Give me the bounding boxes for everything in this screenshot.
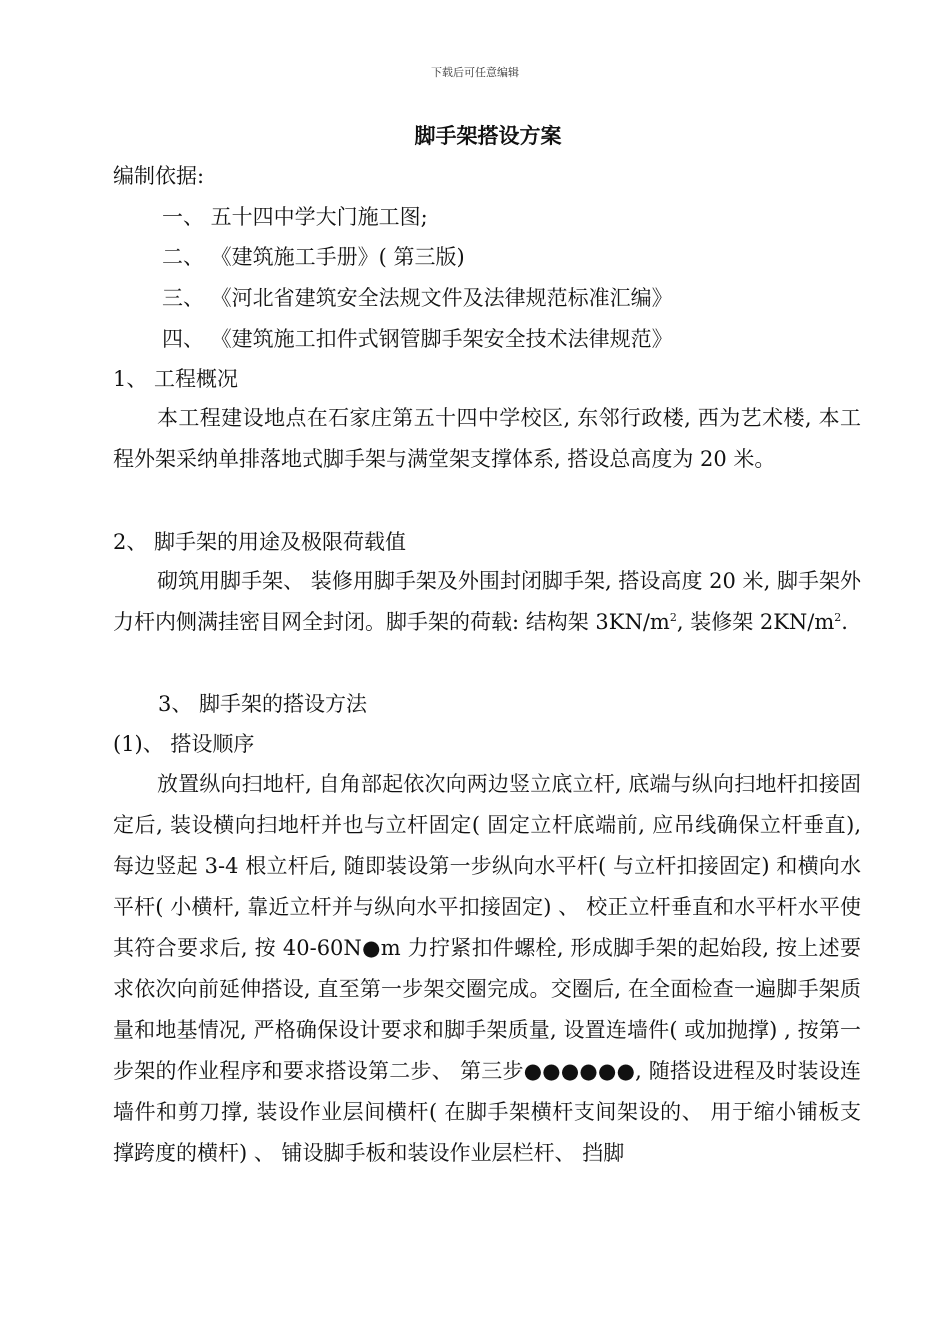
- basis-item-2: 二、 《建筑施工手册》( 第三版): [162, 245, 465, 269]
- section-1-paragraph: 本工程建设地点在石家庄第五十四中学校区, 东邻行政楼, 西为艺术楼, 本工程外架采纳单排落地式脚手架与满堂架支撑体系, 搭设总高度为 20 米。: [113, 406, 861, 471]
- basis-item-1: 一、 五十四中学大门施工图;: [162, 205, 428, 229]
- section-2-text-a: 砌筑用脚手架、 装修用脚手架及外围封闭脚手架, 搭设高度 20 米, 脚手架外力杆内侧满挂密目网全封闭。脚手架的荷载: 结构架 3KN/m: [113, 569, 861, 634]
- section-2-text-b: , 装修架 2KN/m: [676, 610, 835, 634]
- section-3-paragraph: 放置纵向扫地杆, 自角部起依次向两边竖立底立杆, 底端与纵向扫地杆扣接固定后, 装设横向扫地杆并也与立杆固定( 固定立杆底端前, 应吊线确保立杆垂直), 每边竖起 3-4 根立杆后, 随即装设第一步纵向水平杆( 与立杆扣接固定) 和横向水平杆( 小横杆, 靠近立杆并与纵向水平扣接固定) 、 校正立杆垂直和水平杆水平使其符合要求后, 按 40-60N●m 力拧紧扣件螺栓, 形成脚手架的起始段, 按上述要求依次向前延伸搭设, 直至第一步架交圈完成。交圈后, 在全面检查一遍脚手架质量和地基情况, 严格确保设计要求和脚手架质量, 设置连墙件( 或加抛撑) , 按第一步架的作业程序和要求搭设第二步、 第三步●●●●●●, 随搭设进程及时装设连墙件和剪刀撑, 装设作业层间横杆( 在脚手架横杆支间架设的、 用于缩小铺板支撑跨度的横杆) 、 铺设脚手板和装设作业层栏杆、 挡脚: [113, 772, 861, 1165]
- document-title: 脚手架搭设方案: [414, 124, 562, 148]
- section-2-paragraph: [113, 561, 861, 643]
- basis-item-4: 四、 《建筑施工扣件式钢管脚手架安全技术法律规范》: [162, 327, 673, 351]
- basis-item-3: 三、 《河北省建筑安全法规文件及法律规范标准汇编》: [162, 286, 673, 310]
- section-3-subheading: (1)、 搭设顺序: [113, 732, 255, 756]
- section-1-heading: 1、 工程概况: [113, 367, 239, 391]
- section-2-text-c: .: [841, 610, 848, 634]
- superscript-2b: 2: [834, 611, 842, 624]
- section-2-heading: 2、 脚手架的用途及极限荷载值: [113, 530, 407, 554]
- basis-label: 编制依据:: [113, 164, 205, 188]
- superscript-2: 2: [669, 611, 677, 624]
- section-3-heading: 3、 脚手架的搭设方法: [158, 692, 368, 716]
- page-header: 下载后可任意编辑: [431, 66, 519, 79]
